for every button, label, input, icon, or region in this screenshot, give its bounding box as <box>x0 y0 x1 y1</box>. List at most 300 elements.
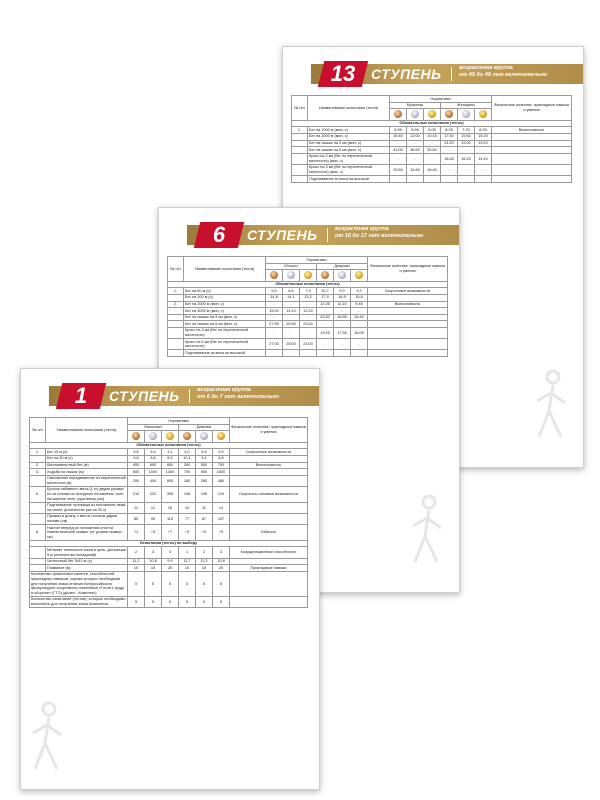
row-number: 2. <box>168 301 184 308</box>
norm-value: 480 <box>213 475 230 486</box>
norm-value: 8:25 <box>441 127 458 134</box>
norm-value: - <box>334 308 351 315</box>
silver-medal-icon <box>287 271 295 279</box>
table-row <box>292 176 572 183</box>
norm-value: 41:00 <box>390 147 407 154</box>
norm-value: 16:43 <box>458 153 475 164</box>
norm-value: 900 <box>196 469 213 476</box>
quality-cell: Выносливость <box>230 462 308 469</box>
norm-value: 17:40 <box>441 133 458 140</box>
test-name: Бег на 1000 м (мин, с) <box>308 127 390 134</box>
norm-value: 10:15 <box>424 133 441 140</box>
norm-value: 3 <box>145 547 162 558</box>
row-number <box>30 502 46 513</box>
norm-value: - <box>441 164 458 175</box>
norm-value <box>424 176 441 183</box>
norm-value: 15 <box>145 565 162 572</box>
norm-value: 10,8 <box>213 558 230 565</box>
table-row <box>30 596 308 607</box>
stage-banner <box>159 222 459 248</box>
row-number <box>292 133 308 140</box>
norm-value: - <box>424 140 441 147</box>
norm-value: 18:55 <box>334 314 351 321</box>
norm-value: - <box>317 339 334 350</box>
row-number <box>30 558 46 565</box>
table-row <box>168 301 448 308</box>
norm-value: 107 <box>213 513 230 524</box>
athlete-watermark-icon <box>407 492 449 572</box>
row-number: 1. <box>292 127 308 134</box>
norm-value: 180 <box>179 475 196 486</box>
quality-cell <box>368 314 448 321</box>
norm-value: 25:45 <box>283 321 300 328</box>
silver-medal-icon <box>200 432 208 440</box>
test-name: Бег на лыжах на 5 км (мин, с) <box>184 321 266 328</box>
norm-value: 700 <box>213 462 230 469</box>
female-header: Девушки <box>317 263 368 270</box>
norm-value: 27:00 <box>266 339 283 350</box>
summary-value: 5 <box>145 571 162 596</box>
norm-value: 14,1 <box>283 294 300 301</box>
age-group: возрастная группа от 45 до 49 лет включительно <box>459 65 548 78</box>
test-name: Бег на 60 м (с) <box>184 288 266 295</box>
male-header: Мужчины <box>390 102 441 109</box>
norm-value: 600 <box>128 469 145 476</box>
norm-value: 15 <box>162 502 179 513</box>
norm-value: 2 <box>196 547 213 558</box>
table-row <box>292 140 572 147</box>
norm-value: 22:00 <box>458 140 475 147</box>
silver-medal-icon <box>462 110 470 118</box>
norm-value <box>334 350 351 357</box>
table-row <box>30 475 308 486</box>
norm-value: - <box>458 164 475 175</box>
norm-value <box>407 176 424 183</box>
bronze-medal-icon <box>321 271 329 279</box>
norm-value: 14:10 <box>475 153 492 164</box>
summary-value: 5 <box>179 596 196 607</box>
norm-value: 16:40 <box>407 164 424 175</box>
norm-value: 12:20 <box>300 308 317 315</box>
summary-value: 5 <box>128 596 145 607</box>
norm-value <box>266 350 283 357</box>
norm-value <box>475 176 492 183</box>
norm-value: 7:20 <box>458 127 475 134</box>
norm-value: 210 <box>128 486 145 502</box>
norm-value: 800 <box>162 462 179 469</box>
quality-cell: Прикладные навыки <box>230 565 308 572</box>
summary-value: 5 <box>162 571 179 596</box>
norm-value: 280 <box>196 475 213 486</box>
norm-value <box>390 176 407 183</box>
test-name: Кросс на 5 км (бег по пересеченной местности) <box>184 339 266 350</box>
norm-value: 8,5 <box>162 455 179 462</box>
test-name: Наклон вперед из положения стоя на гимнастической скамье (от уровня скамьи - см) <box>46 525 128 541</box>
gold-medal-icon <box>355 271 363 279</box>
norm-value: 15:20 <box>266 308 283 315</box>
norm-value: 25:00 <box>283 339 300 350</box>
row-number <box>292 176 308 183</box>
summary-value: 5 <box>145 596 162 607</box>
norm-value: 19:10 <box>475 140 492 147</box>
norm-value: - <box>441 147 458 154</box>
table-row <box>168 288 448 295</box>
stage-banner <box>283 61 583 87</box>
norm-value: 12 <box>145 502 162 513</box>
norm-value: - <box>317 321 334 328</box>
silver-medal-icon <box>411 110 419 118</box>
quality-cell <box>230 455 308 462</box>
norm-value: 12:25 <box>317 301 334 308</box>
norm-value: - <box>351 308 368 315</box>
norm-value: 15 <box>196 565 213 572</box>
norm-value: 400 <box>145 475 162 486</box>
summary-value: 5 <box>128 571 145 596</box>
norm-value: 27:55 <box>266 321 283 328</box>
norm-value <box>441 176 458 183</box>
quality-cell <box>368 327 448 338</box>
col-name-header: Наименование испытания (теста) <box>184 257 266 282</box>
test-name: Бег на 2000 м (мин, с) <box>308 133 390 140</box>
norm-value: 16:05 <box>351 327 368 338</box>
norms-table <box>291 95 572 183</box>
summary-value: 5 <box>162 596 179 607</box>
stage-1-sheet <box>20 368 320 790</box>
summary-value: 5 <box>196 571 213 596</box>
norm-value: - <box>334 321 351 328</box>
norms-table <box>29 417 308 608</box>
norm-value: 36:50 <box>407 147 424 154</box>
norm-value: 4 <box>162 547 179 558</box>
bronze-medal-icon <box>132 432 140 440</box>
table-row <box>30 462 308 469</box>
bronze-medal-icon <box>183 432 191 440</box>
test-name: Бег 10 м (с) <box>46 449 128 456</box>
col-name-header: Наименование испытания (теста) <box>46 418 128 443</box>
row-number <box>168 321 184 328</box>
norm-value: 23:00 <box>300 339 317 350</box>
quality-cell <box>368 339 448 350</box>
silver-medal-icon <box>149 432 157 440</box>
norm-value: 30:50 <box>424 147 441 154</box>
row-number <box>168 308 184 315</box>
row-number: 1. <box>30 449 46 456</box>
table-row <box>292 133 572 140</box>
norm-value: 300 <box>179 462 196 469</box>
stage-banner <box>21 383 319 409</box>
norm-value: - <box>283 327 300 338</box>
norm-value: 16,9 <box>334 294 351 301</box>
norm-value: 4,0 <box>179 449 196 456</box>
row-number <box>168 327 184 338</box>
row-number <box>30 513 46 524</box>
stage-number: 13 <box>330 61 356 86</box>
row-number: 5. <box>30 486 46 502</box>
test-name: Бег на лыжах на 5 км (мин, с) <box>308 147 390 154</box>
athlete-watermark-icon <box>531 367 573 447</box>
norm-value: 14 <box>213 502 230 513</box>
norm-value: - <box>424 153 441 164</box>
norm-value: - <box>283 314 300 321</box>
row-number <box>30 455 46 462</box>
norm-value: 25:50 <box>390 164 407 175</box>
norm-value: - <box>334 339 351 350</box>
section-required: Обязательные испытания (тесты) <box>30 442 308 449</box>
stage-word: СТУПЕНЬ <box>247 227 318 243</box>
age-group: возрастная группа от 16 до 17 лет включительно <box>335 226 424 239</box>
gold-medal-icon <box>479 110 487 118</box>
table-row <box>30 455 308 462</box>
col-num-header: № п/п <box>30 418 46 443</box>
quality-cell <box>492 140 572 147</box>
test-name: Бег на лыжах на 3 км (мин, с) <box>308 140 390 147</box>
norm-value: 14:10 <box>283 308 300 315</box>
norm-value: - <box>266 314 283 321</box>
norm-value: 5:05 <box>424 127 441 134</box>
norm-value: +5 <box>196 525 213 541</box>
norm-value: - <box>390 153 407 164</box>
table-row <box>30 525 308 541</box>
row-number: 2. <box>30 462 46 469</box>
table-row <box>168 294 448 301</box>
norm-value: 9:45 <box>351 301 368 308</box>
table-row <box>30 469 308 476</box>
norm-value: 9,2 <box>351 288 368 295</box>
quality-cell: Гибкость <box>230 525 308 541</box>
section-required: Обязательные испытания (тесты) <box>168 281 448 288</box>
row-number <box>168 339 184 350</box>
norm-value: 305 <box>162 486 179 502</box>
test-name: Плавание (м) <box>46 565 128 572</box>
norm-value: 6:55 <box>390 127 407 134</box>
norm-value: 3,1 <box>162 449 179 456</box>
row-number <box>292 164 308 175</box>
summary-value: 5 <box>213 571 230 596</box>
test-name: Бег на лыжах на 3 км (мин, с) <box>184 314 266 321</box>
table-row <box>30 547 308 558</box>
norm-value: 10,1 <box>179 455 196 462</box>
test-name: Метание теннисного мяча в цель, дистанция 5 м (количество попаданий) <box>47 547 126 557</box>
norm-value: 10,7 <box>317 288 334 295</box>
col-norms-header: Нормативы <box>266 257 368 264</box>
norm-value: 7,9 <box>300 288 317 295</box>
quality-cell <box>230 502 308 513</box>
test-name: Кросс на 3 км (бег по пересеченной местности) (мин, с) <box>308 164 390 175</box>
col-quality-header: Физические качества, прикладные навыки и умения <box>492 96 572 121</box>
test-name: Прыжок в длину с места толчком двумя ногами (см) <box>46 513 128 524</box>
section-choice: Испытания (тесты) по выбору <box>30 540 308 547</box>
norm-value: 1500 <box>213 469 230 476</box>
test-name: Подтягивание из виса на высокой <box>308 176 390 183</box>
male-header: Юноши <box>266 263 317 270</box>
table-row <box>292 147 572 154</box>
norm-value: 6:20 <box>475 127 492 134</box>
norm-value: - <box>390 140 407 147</box>
test-name: Бег на 30 м (с) <box>46 455 128 462</box>
norm-value: 9,9 <box>334 288 351 295</box>
norm-value <box>458 176 475 183</box>
norm-value: 9,6 <box>128 455 145 462</box>
norm-value: - <box>407 153 424 164</box>
norm-value: 16:40 <box>424 164 441 175</box>
athlete-watermark-icon <box>27 699 69 779</box>
norm-value: 5,5 <box>213 449 230 456</box>
table-row <box>292 153 572 164</box>
norm-value <box>351 350 368 357</box>
norm-value: 95 <box>145 513 162 524</box>
quality-cell <box>230 513 308 524</box>
norm-value: +3 <box>179 525 196 541</box>
norm-value: 24:20 <box>441 140 458 147</box>
norms-table <box>167 256 448 357</box>
gold-medal-icon <box>166 432 174 440</box>
norm-value: 1000 <box>145 469 162 476</box>
gold-medal-icon <box>304 271 312 279</box>
norm-value: +3 <box>145 525 162 541</box>
norm-value: 5,6 <box>196 449 213 456</box>
row-number <box>168 314 184 321</box>
norm-value: 5:55 <box>407 127 424 134</box>
test-name: Кросс на 2 км (бег по пересеченной местности) (мин, с) <box>308 153 390 164</box>
table-row <box>30 502 308 513</box>
norm-value: 12:00 <box>407 133 424 140</box>
summary-value: 5 <box>196 596 213 607</box>
test-name: Шестиминутный бег (м) <box>46 462 128 469</box>
norm-value: - <box>300 301 317 308</box>
quality-cell <box>492 133 572 140</box>
norm-value: - <box>475 164 492 175</box>
norm-value: - <box>266 327 283 338</box>
norm-value: 10,8 <box>145 558 162 565</box>
row-number <box>30 547 46 558</box>
norm-value: 11:10 <box>334 301 351 308</box>
quality-cell: Скоростно-силовые возможности <box>230 486 308 502</box>
test-name: Подтягивание туловища из положения лежа на спине (количество раз за 30 с) <box>46 502 128 513</box>
female-header: Девочки <box>179 424 230 431</box>
norm-value: 8,8 <box>283 288 300 295</box>
table-row <box>292 127 572 134</box>
quality-cell <box>230 469 308 476</box>
col-quality-header: Физические качества, прикладные навыки и умения <box>230 418 308 443</box>
norm-value: 700 <box>179 469 196 476</box>
quality-cell <box>492 176 572 183</box>
norm-value: 11,7 <box>179 558 196 565</box>
stage-word: СТУПЕНЬ <box>109 388 180 404</box>
norm-value: 5,8 <box>128 449 145 456</box>
norm-value: 9,9 <box>162 558 179 565</box>
norm-value: 11,2 <box>128 558 145 565</box>
norm-value: - <box>475 147 492 154</box>
row-number <box>292 153 308 164</box>
quality-cell: Скоростные возможности <box>368 288 448 295</box>
female-header: Женщины <box>441 102 492 109</box>
norm-value: - <box>317 308 334 315</box>
quality-cell <box>368 294 448 301</box>
test-name: Смешанное передвижение по пересеченной местности (м) <box>47 476 126 485</box>
quality-cell <box>368 350 448 357</box>
gold-medal-icon <box>428 110 436 118</box>
norm-value: 145 <box>179 486 196 502</box>
norm-value: - <box>351 321 368 328</box>
norm-value: 2 <box>128 547 145 558</box>
row-number <box>30 475 46 486</box>
norm-value: 10 <box>128 565 145 572</box>
norm-value: 1400 <box>162 469 179 476</box>
table-row <box>168 314 448 321</box>
table-row <box>30 565 308 572</box>
stage-number: 6 <box>212 222 226 247</box>
norm-value: 13,2 <box>300 294 317 301</box>
norm-value: 14,8 <box>266 294 283 301</box>
stage-number: 1 <box>74 383 88 408</box>
quality-cell: Выносливость <box>492 127 572 134</box>
norm-value: 600 <box>162 475 179 486</box>
quality-cell <box>492 147 572 154</box>
col-num-header: № п/п <box>292 96 308 121</box>
bronze-medal-icon <box>270 271 278 279</box>
table-row <box>30 486 308 502</box>
test-name: Ходьба на лыжах (м) <box>46 469 128 476</box>
gold-medal-icon <box>217 432 225 440</box>
table-row <box>30 558 308 565</box>
section-required: Обязательные испытания (тесты) <box>292 120 572 127</box>
norm-value <box>317 350 334 357</box>
norm-value: 11,3 <box>196 558 213 565</box>
norm-value: +7 <box>162 525 179 541</box>
norm-value: 200 <box>128 475 145 486</box>
norm-value: 500 <box>196 462 213 469</box>
norm-value <box>300 350 317 357</box>
test-name: Бросок набивного мяча (1 кг) двумя руками из-за головы из исходного положения: ноги на ширине плеч, руки внизу (см) <box>46 486 128 502</box>
norm-value: 5,4 <box>145 449 162 456</box>
test-name: Бег на 100 м (с) <box>184 294 266 301</box>
norm-value: 10 <box>179 565 196 572</box>
male-header: Мальчики <box>128 424 179 431</box>
quality-cell <box>492 164 572 175</box>
test-name: Подтягивание из виса на высокой <box>184 350 266 357</box>
norm-value: 25 <box>213 565 230 572</box>
norm-value: 210 <box>213 486 230 502</box>
summary-name: Количество физических качеств, способностей, прикладных навыков, оценка которых необходима для получения знака отличия Всероссийского физкультурно-спортивного комплекса «Готов к труду и обороне» (ГТО) (далее - Комплекс) <box>30 571 128 596</box>
norm-value: 600 <box>145 462 162 469</box>
norm-value: 20:30 <box>317 314 334 321</box>
table-row <box>292 164 572 175</box>
summary-name: Количество испытаний (тестов), которые необходимо выполнить для получения знака Комплекса <box>30 596 128 607</box>
quality-cell <box>230 475 308 486</box>
norm-value: 8,8 <box>145 455 162 462</box>
table-row <box>30 449 308 456</box>
norm-value: 19:25 <box>317 327 334 338</box>
row-number <box>168 294 184 301</box>
quality-cell: Выносливость <box>368 301 448 308</box>
table-row <box>168 350 448 357</box>
row-number: 3. <box>30 469 46 476</box>
quality-cell <box>368 308 448 315</box>
stage-word: СТУПЕНЬ <box>371 66 442 82</box>
norm-value <box>283 350 300 357</box>
col-num-header: № п/п <box>168 257 184 282</box>
norm-value: - <box>458 147 475 154</box>
norm-value: - <box>283 301 300 308</box>
norm-value: 23:40 <box>300 321 317 328</box>
norm-value: 85 <box>128 513 145 524</box>
norm-value: 15:20 <box>475 133 492 140</box>
row-number <box>30 565 46 572</box>
norm-value: 400 <box>128 462 145 469</box>
norm-value: 87 <box>196 513 213 524</box>
norm-value: 15:40 <box>390 133 407 140</box>
norm-value: 77 <box>179 513 196 524</box>
